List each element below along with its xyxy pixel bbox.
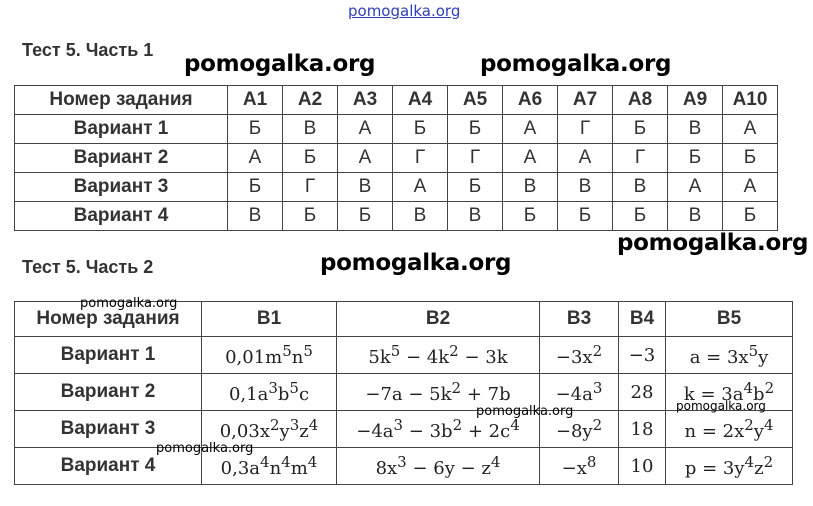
table-row (15, 115, 778, 144)
watermark: pomogalka.org (617, 230, 809, 256)
answer-cell: Г (558, 115, 613, 144)
header-cell: B5 (666, 302, 793, 337)
table-row (15, 144, 778, 173)
answer-cell: Г (448, 144, 503, 173)
answer-cell: Б (228, 115, 283, 144)
answer-cell: А (503, 144, 558, 173)
answer-cell: $p = 3y^4z^2$ (666, 448, 793, 485)
answer-cell: $0,1a^3b^5c$ (202, 374, 337, 411)
answer-cell: 10 (619, 448, 666, 485)
answer-cell: $-7a - 5k^2 + 7b$ (337, 374, 540, 411)
answer-cell: А (558, 144, 613, 173)
answer-cell: $0,03x^2y^3z^4$ (202, 411, 337, 448)
answer-cell: А (723, 173, 778, 202)
header-cell: A9 (668, 86, 723, 115)
answer-cell: Б (613, 115, 668, 144)
header-cell: B3 (540, 302, 619, 337)
part1-title: Тест 5. Часть 1 (22, 40, 154, 60)
answer-cell: Г (283, 173, 338, 202)
answer-cell: $n = 2x^2y^4$ (666, 411, 793, 448)
answer-cell: А (228, 144, 283, 173)
watermark: pomogalka.org (480, 51, 672, 77)
part1-table (14, 85, 778, 231)
answer-cell: Б (228, 173, 283, 202)
table-row (15, 202, 778, 231)
answer-cell: А (338, 144, 393, 173)
row-label: Вариант 4 (15, 448, 202, 485)
answer-cell: В (668, 115, 723, 144)
header-cell: B1 (202, 302, 337, 337)
answer-cell: В (448, 202, 503, 231)
answer-cell: Б (393, 115, 448, 144)
row-label: Вариант 3 (15, 411, 202, 448)
answer-cell: Б (668, 144, 723, 173)
header-cell: B2 (337, 302, 540, 337)
answer-cell: А (668, 173, 723, 202)
table-row (15, 448, 793, 485)
row-label: Вариант 2 (15, 374, 202, 411)
row-label: Вариант 1 (15, 337, 202, 374)
answer-cell: 18 (619, 411, 666, 448)
answer-cell: Б (558, 202, 613, 231)
answer-cell: А (393, 173, 448, 202)
watermark: pomogalka.org (80, 296, 178, 311)
watermark: pomogalka.org (320, 250, 512, 276)
answer-cell: В (503, 173, 558, 202)
row-label: Вариант 3 (15, 173, 228, 202)
answer-cell: Б (448, 115, 503, 144)
header-cell: A3 (338, 86, 393, 115)
header-cell: A8 (613, 86, 668, 115)
answer-cell: $8x^3 - 6y - z^4$ (337, 448, 540, 485)
answer-cell: Б (613, 202, 668, 231)
watermark: pomogalka.org (156, 441, 254, 456)
answer-cell: $k = 3a^4b^2$ (666, 374, 793, 411)
answer-cell: В (283, 115, 338, 144)
answer-cell: Б (723, 202, 778, 231)
header-cell: A4 (393, 86, 448, 115)
answer-cell: $-4a^3 - 3b^2 + 2c^4$ (337, 411, 540, 448)
answer-cell: А (338, 115, 393, 144)
header-cell: A5 (448, 86, 503, 115)
answer-cell: $a = 3x^5y$ (666, 337, 793, 374)
answer-cell: $5k^5 - 4k^2 - 3k$ (337, 337, 540, 374)
answer-cell: А (503, 115, 558, 144)
watermark-top: pomogalka.org (348, 2, 461, 20)
row-label: Вариант 2 (15, 144, 228, 173)
header-cell: Номер задания (15, 302, 202, 337)
watermark: pomogalka.org (184, 51, 376, 77)
row-label: Вариант 1 (15, 115, 228, 144)
answer-cell: $-x^8$ (540, 448, 619, 485)
answer-cell: $-8y^2$ (540, 411, 619, 448)
header-cell: A1 (228, 86, 283, 115)
part2-title: Тест 5. Часть 2 (22, 257, 154, 277)
answer-cell: В (668, 202, 723, 231)
row-label: Вариант 4 (15, 202, 228, 231)
header-cell: A7 (558, 86, 613, 115)
header-cell: B4 (619, 302, 666, 337)
answer-cell: 28 (619, 374, 666, 411)
answer-cell: Г (613, 144, 668, 173)
table-row (15, 337, 793, 374)
answer-cell: В (338, 173, 393, 202)
answer-cell: Б (283, 144, 338, 173)
answer-cell: $0,01m^5n^5$ (202, 337, 337, 374)
answer-cell: В (558, 173, 613, 202)
answer-cell: Б (338, 202, 393, 231)
answer-cell: В (228, 202, 283, 231)
header-cell: A6 (503, 86, 558, 115)
answer-cell: −3 (619, 337, 666, 374)
answer-cell: Б (723, 144, 778, 173)
table-row (15, 411, 793, 448)
answer-cell: А (723, 115, 778, 144)
answer-cell: В (613, 173, 668, 202)
watermark: pomogalka.org (676, 399, 766, 413)
table-header-row (15, 86, 778, 115)
answer-cell: $0,3a^4n^4m^4$ (202, 448, 337, 485)
part2-table (14, 301, 793, 485)
answer-cell: В (393, 202, 448, 231)
header-cell: A2 (283, 86, 338, 115)
table-row (15, 173, 778, 202)
answer-cell: Г (393, 144, 448, 173)
answer-cell: Б (448, 173, 503, 202)
answer-cell: $-4a^3$ (540, 374, 619, 411)
answer-cell: $-3x^2$ (540, 337, 619, 374)
answer-cell: Б (283, 202, 338, 231)
header-cell: Номер задания (15, 86, 228, 115)
header-cell: A10 (723, 86, 778, 115)
watermark: pomogalka.org (476, 404, 574, 419)
answer-cell: Б (503, 202, 558, 231)
